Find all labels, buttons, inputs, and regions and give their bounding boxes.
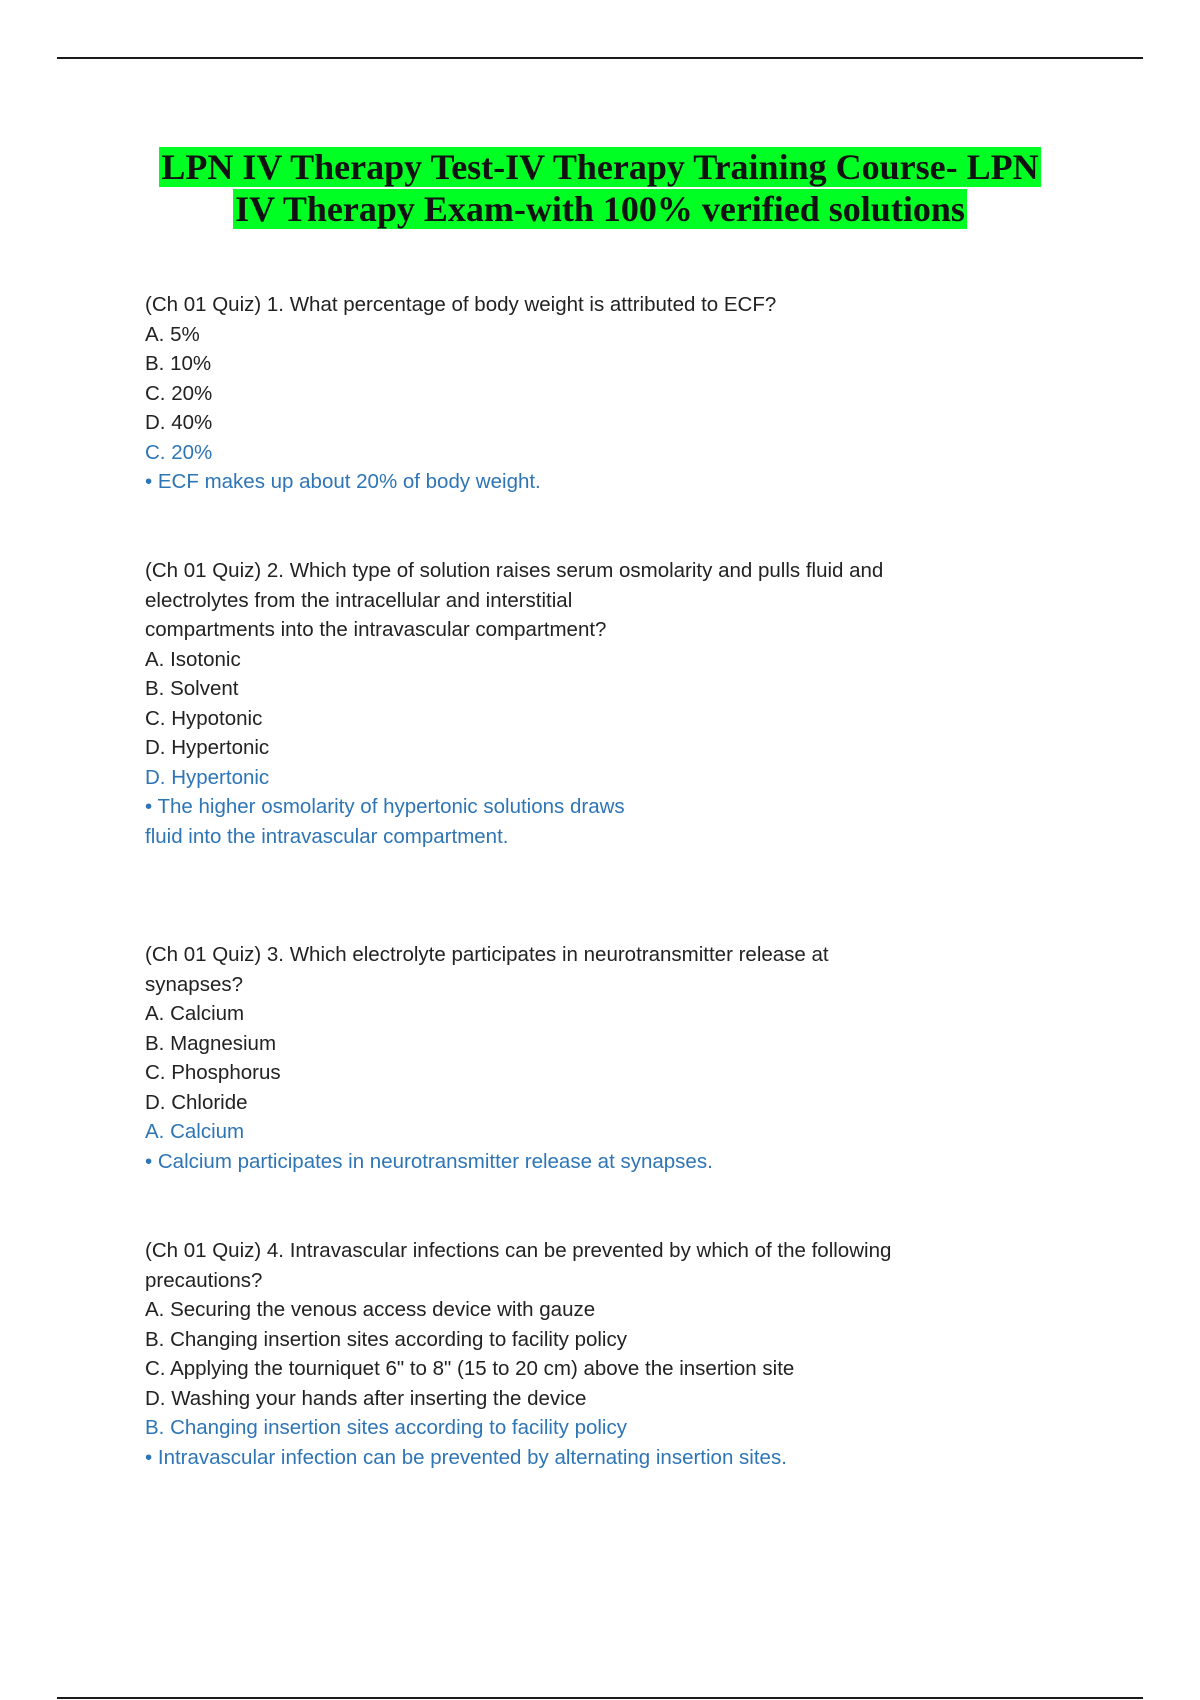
option-c: C. Hypotonic (145, 706, 263, 730)
option-d: D. Hypertonic (145, 736, 270, 759)
option-c: C. 20% (145, 381, 213, 405)
question-2 (145, 556, 1025, 851)
header-rule (57, 57, 1143, 59)
correct-answer: D. Hypertonic (145, 765, 270, 789)
document-title (100, 146, 1100, 230)
question-stem: (Ch 01 Quiz) 1. What percentage of body weight is attributed to ECF? (145, 293, 777, 316)
option-a: A. Securing the venous access device with gauze (145, 1298, 596, 1321)
question-stem: synapses? (145, 972, 244, 996)
option-d: D. Chloride (145, 1090, 248, 1114)
answer-explanation: fluid into the intravascular compartment. (145, 824, 509, 848)
option-b: B. Solvent (145, 677, 239, 700)
answer-explanation: • The higher osmolarity of hypertonic solutions draws (145, 795, 625, 818)
correct-answer: C. 20% (145, 440, 213, 464)
question-stem: compartments into the intravascular compartment? (145, 618, 607, 641)
option-b: B. Magnesium (145, 1031, 277, 1055)
question-1 (145, 290, 1025, 497)
option-a: A. Isotonic (145, 647, 241, 671)
footer-rule (57, 1697, 1143, 1699)
correct-answer: A. Calcium (145, 1120, 245, 1143)
question-3 (145, 940, 1025, 1176)
question-4 (145, 1236, 1025, 1472)
title-line-1: LPN IV Therapy Test-IV Therapy Training Course- LPN (161, 147, 1039, 187)
option-b: B. 10% (145, 352, 212, 375)
option-a: A. Calcium (145, 1002, 245, 1025)
question-stem: electrolytes from the intracellular and interstitial (145, 588, 573, 612)
question-stem: precautions? (145, 1268, 263, 1292)
question-stem: (Ch 01 Quiz) 3. Which electrolyte participates in neurotransmitter release at (145, 943, 829, 966)
option-c: C. Applying the tourniquet 6" to 8" (15 to 20 cm) above the insertion site (145, 1357, 795, 1380)
answer-explanation: • ECF makes up about 20% of body weight. (145, 470, 541, 493)
question-stem: (Ch 01 Quiz) 4. Intravascular infections can be prevented by which of the following (145, 1239, 892, 1262)
title-line-2: IV Therapy Exam-with 100% verified solutions (235, 189, 965, 229)
option-a: A. 5% (145, 322, 200, 346)
question-stem: (Ch 01 Quiz) 2. Which type of solution raises serum osmolarity and pulls fluid and (145, 559, 884, 582)
answer-explanation: • Calcium participates in neurotransmitter release at synapses. (145, 1149, 713, 1173)
option-d: D. Washing your hands after inserting the device (145, 1386, 587, 1410)
option-c: C. Phosphorus (145, 1061, 281, 1084)
answer-explanation: • Intravascular infection can be prevented by alternating insertion sites. (145, 1445, 787, 1469)
option-d: D. 40% (145, 411, 213, 434)
correct-answer: B. Changing insertion sites according to facility policy (145, 1416, 627, 1439)
option-b: B. Changing insertion sites according to facility policy (145, 1327, 627, 1351)
